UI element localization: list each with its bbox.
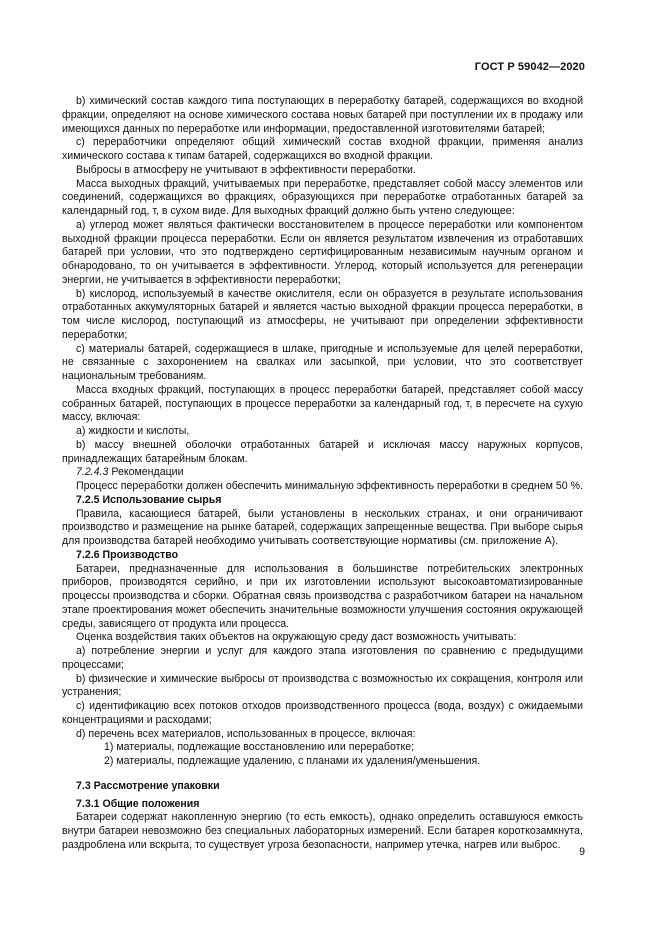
- paragraph: a) жидкости и кислоты,: [76, 425, 190, 437]
- paragraph: а) углерод может являться фактически восстановителем в процессе переработки или компонентом выходной фракции процесса переработки. Если он является результатом извлечения из отработавших батарей при условии, что это подтверждено сертифицированным независимым научным органом и обнародовано, то он учитывается в эффективности. Углерод, который используется для регенерации энергии, не учитывается в эффективности переработки;: [62, 218, 583, 286]
- paragraph: Батареи содержат накопленную энергию (то есть емкость), однако определить оставшуюся емкость внутри батареи невозможно без специальных лабораторных измерений. Если батарея короткозамкнута, раздроблена или вскрыта, то существует угроза безопасности, например утечка, нагрев или выброс.: [62, 811, 583, 851]
- paragraph: Процесс переработки должен обеспечить минимальную эффективность переработки в среднем 50 %.: [76, 480, 583, 492]
- page-number: 9: [579, 846, 585, 858]
- section-heading-7-2-6: 7.2.6 Производство: [76, 548, 179, 561]
- paragraph: Масса выходных фракций, учитываемых при переработке, представляет собой массу элементов или соединений, содержащихся во фракциях, образующихся при переработке отработанных батарей за календарный год, т, в сухом виде. Для выходных фракций должно быть учтено следующее:: [62, 177, 583, 217]
- list-item: а) потребление энергии и услуг для каждого этапа изготовления по сравнению с предыдущими процессами;: [62, 645, 583, 671]
- document-body: [62, 95, 583, 853]
- sub-list-item: 1) материалы, подлежащие восстановлению или переработке;: [104, 741, 415, 754]
- list-item: b) физические и химические выбросы от производства с возможностью их сокращения, контроля или устранения;: [62, 672, 583, 699]
- section-heading-7-3: 7.3 Рассмотрение упаковки: [76, 779, 220, 792]
- section-heading-7-3-1: 7.3.1 Общие положения: [76, 797, 200, 810]
- paragraph: b) кислород, используемый в качестве окислителя, если он образуется в результате использования отработанных аккумуляторных батарей и является частью выходной фракции процесса переработки, в том числе кислород, поступающий из атмосферы, не учитывают при определении эффективности переработки;: [62, 287, 583, 341]
- subsection-title: Рекомендации: [111, 466, 184, 479]
- paragraph: Батареи, предназначенные для использования в большинстве потребительских электронных приборов, производятся серийно, и при их изготовлении используют высокоавтоматизированные процессы производства и сборки. Обратная связь производства с разработчиком батареи на начальном этапе проектирования может обеспечить значительные возможности улучшения состояния окружающей среды, зависящего от продукта или процесса.: [62, 562, 583, 630]
- document-id-header: ГОСТ Р 59042—2020: [474, 61, 585, 73]
- paragraph: b) массу внешней оболочки отработанных батарей и исключая массу наружных корпусов, принадлежащих батарейным блокам.: [62, 438, 583, 465]
- paragraph: c) переработчики определяют общий химический состав входной фракции, применяя анализ химического состава к типам батарей, содержащихся во входной фракции.: [62, 136, 583, 162]
- subsection-heading-7-2-4-3: [62, 466, 583, 480]
- list-item: c) идентификацию всех потоков отходов производственного процесса (вода, воздух) с ожидаемыми концентрациями и расходами;: [62, 700, 583, 726]
- paragraph: Выбросы в атмосферу не учитывают в эффективности переработки.: [76, 163, 416, 176]
- sub-list-item: 2) материалы, подлежащие удалению, с планами их удаления/уменьшения.: [104, 755, 481, 767]
- section-heading-7-2-5: 7.2.5 Использование сырья: [76, 493, 222, 506]
- paragraph: Оценка воздействия таких объектов на окружающую среду даст возможность учитывать:: [76, 631, 517, 644]
- paragraph: b) химический состав каждого типа поступающих в переработку батарей, содержащихся во входной фракции, определяют на основе химического состава новых батарей при поступлении их в продажу или имеющихся данных по переработке или информации, предоставленной изготовителями батарей;: [62, 95, 583, 135]
- list-item: d) перечень всех материалов, использованных в процессе, включая:: [76, 727, 416, 740]
- paragraph: Правила, касающиеся батарей, были установлены в нескольких странах, и они ограничивают производство и размещение на рынке батарей, содержащих запрещенные вещества. При выборе сырья для производства батарей необходимо учитывать соответствующие нормативы (см. приложение А).: [62, 507, 583, 547]
- paragraph: Масса входных фракций, поступающих в процесс переработки батарей, представляет собой массу собранных батарей, поступающих в процессе переработки за календарный год, т, в пересчете на сухую массу, включая:: [62, 383, 583, 424]
- subsection-number: 7.2.4.3: [76, 466, 109, 479]
- paragraph: c) материалы батарей, содержащиеся в шлаке, пригодные и используемые для целей переработки, не связанные с захоронением на свалках или засыпкой, при условии, что это соответствует национальным требованиям.: [62, 342, 583, 382]
